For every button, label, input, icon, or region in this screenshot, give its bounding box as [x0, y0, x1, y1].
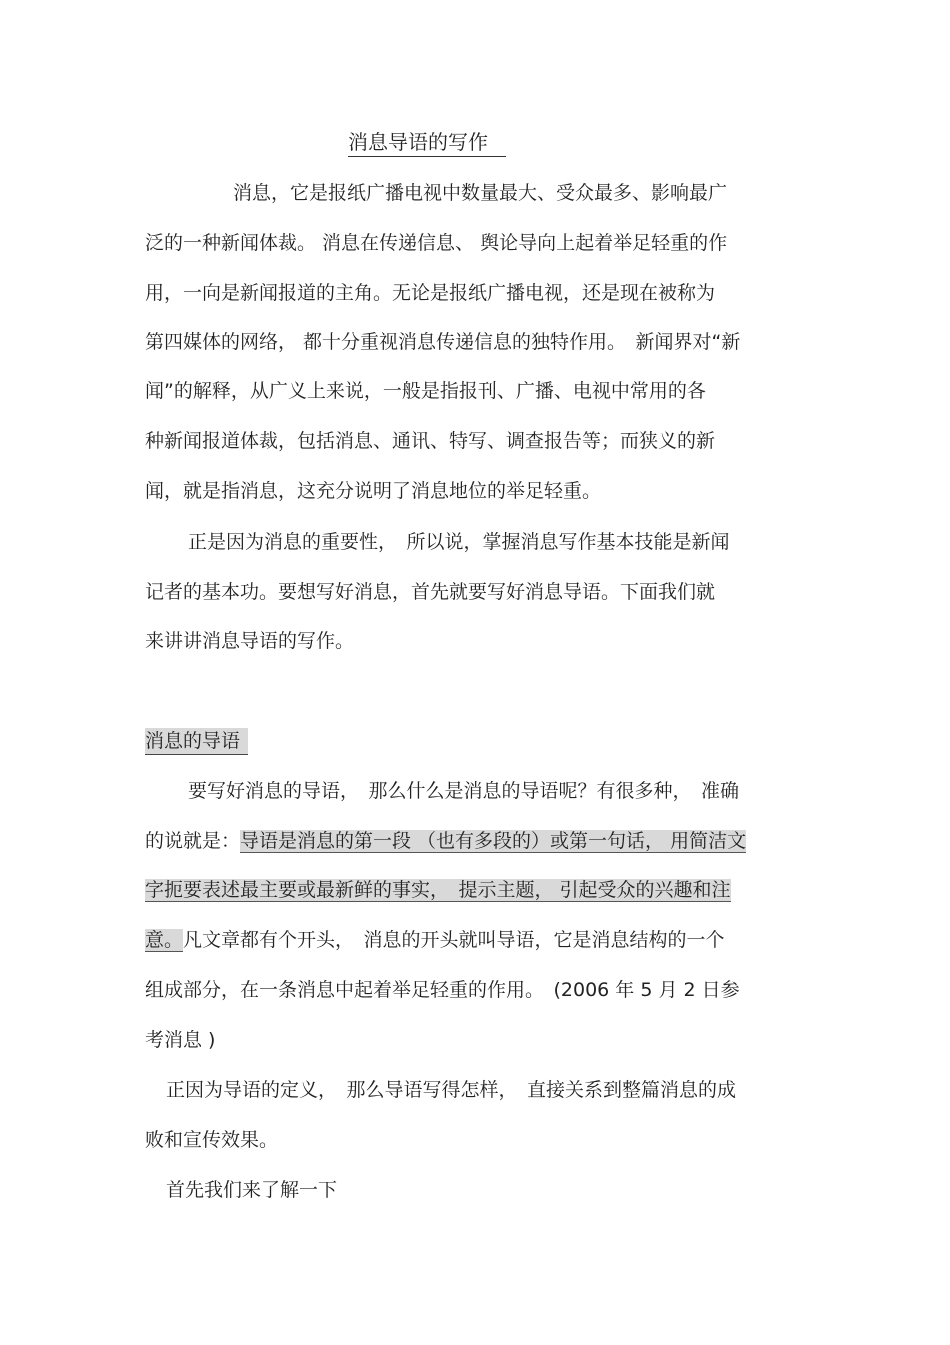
paragraph-1-line-6: 种新闻报道体裁，包括消息、通讯、特写、调查报告等；而狭义的新	[145, 430, 716, 452]
paragraph-3-line-1: 要写好消息的导语， 那么什么是消息的导语呢？有很多种， 准确	[188, 780, 740, 802]
paragraph-3-line-4	[145, 927, 810, 953]
highlighted-definition: 字扼要表述最主要或最新鲜的事实， 提示主题， 引起受众的兴趣和注	[145, 879, 731, 901]
paragraph-2-line-1: 正是因为消息的重要性， 所以说，掌握消息写作基本技能是新闻	[188, 531, 730, 553]
paragraph-3-line-3	[145, 877, 810, 903]
paragraph-1-line-7: 闻，就是指消息，这充分说明了消息地位的举足轻重。	[145, 480, 602, 502]
definition-lead-in: 的说就是：	[145, 830, 241, 852]
paragraph-1-line-1: 消息，它是报纸广播电视中数量最大、受众最多、影响最广	[233, 182, 728, 204]
section-heading: 消息的导语	[145, 728, 248, 755]
document-title: 消息导语的写作	[348, 128, 506, 157]
highlighted-definition: 导语是消息的第一段 （也有多段的）或第一句话， 用简洁文	[240, 830, 747, 852]
paragraph-3-text: 凡文章都有个开头， 消息的开头就叫导语，它是消息结构的一个	[183, 929, 725, 951]
paragraph-4-line-2: 败和宣传效果。	[145, 1129, 279, 1151]
paragraph-1-line-4: 第四媒体的网络， 都十分重视消息传递信息的独特作用。 新闻界对“新	[145, 331, 741, 353]
highlighted-definition: 意。	[145, 929, 184, 951]
paragraph-2-line-2: 记者的基本功。要想写好消息，首先就要写好消息导语。下面我们就	[145, 581, 716, 603]
paragraph-3-line-5: 组成部分，在一条消息中起着举足轻重的作用。 (2006 年 5 月 2 日参	[145, 979, 740, 1001]
paragraph-3-line-2	[145, 828, 810, 854]
paragraph-2-line-3: 来讲讲消息导语的写作。	[145, 630, 355, 652]
paragraph-1-line-2: 泛的一种新闻体裁。 消息在传递信息、 舆论导向上起着举足轻重的作	[145, 232, 728, 254]
paragraph-1-line-3: 用，一向是新闻报道的主角。无论是报纸广播电视，还是现在被称为	[145, 282, 716, 304]
paragraph-5-line-1: 首先我们来了解一下	[166, 1179, 338, 1201]
paragraph-3-line-6: 考消息 )	[145, 1029, 216, 1051]
paragraph-1-line-5: 闻”的解释，从广义上来说，一般是指报刊、广播、电视中常用的各	[145, 380, 706, 402]
paragraph-4-line-1: 正因为导语的定义， 那么导语写得怎样， 直接关系到整篇消息的成	[166, 1079, 737, 1101]
